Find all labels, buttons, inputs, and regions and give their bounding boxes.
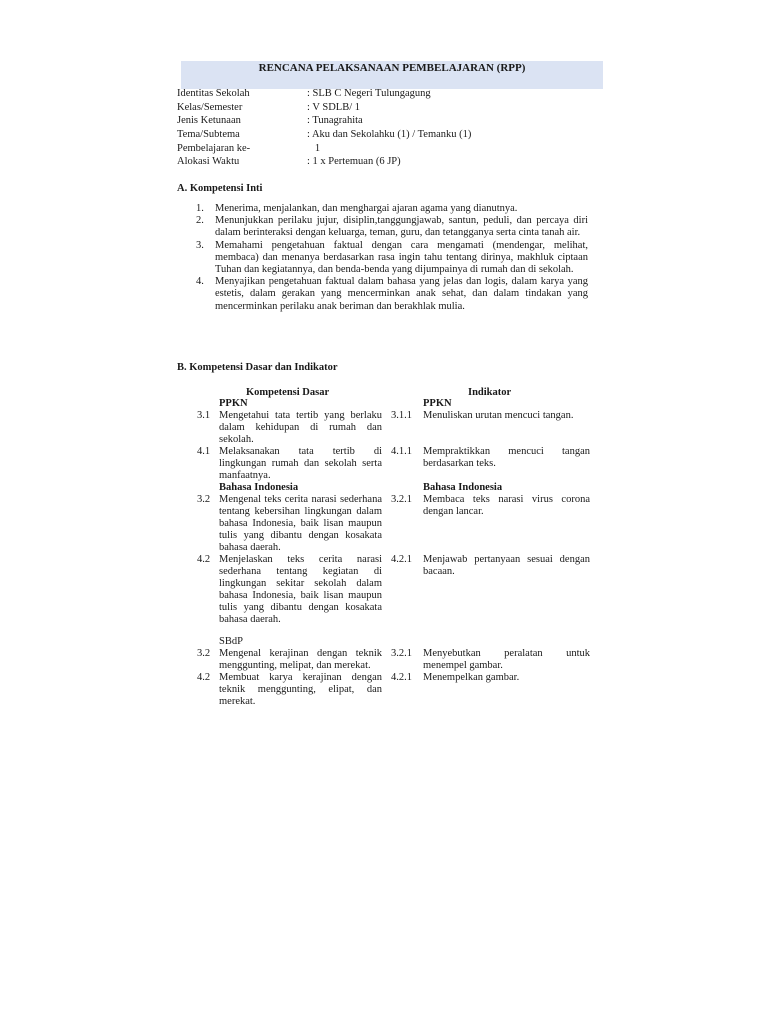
kd-number: 4.2 [197, 554, 211, 565]
list-item [196, 203, 588, 215]
indikator-text: Menuliskan urutan mencuci tangan. [423, 410, 574, 421]
list-item [196, 276, 588, 313]
kd-number: 3.2 [197, 494, 211, 505]
kd-text: Mengenal teks cerita narasi sederhana tentang kebersihan lingkungan dalam bahasa Indonesia, baik lisan maupun tulis yang dibantu dengan kosakata bahasa daerah. [219, 494, 382, 553]
list-item-number: 2. [196, 215, 204, 227]
kd-text: Membuat karya kerajinan dengan teknik menggunting, elipat, dan merekat. [219, 672, 382, 707]
kd-number: 3.2 [197, 648, 211, 659]
identity-value: : V SDLB/ 1 [307, 101, 361, 113]
kd-text: Mengenal kerajinan dengan teknik menggunting, melipat, dan merekat. [219, 648, 382, 671]
kd-text: Melaksanakan tata tertib di lingkungan rumah dan sekolah serta manfaatnya. [219, 446, 382, 481]
identity-label: Kelas/Semester [177, 101, 243, 113]
kd-subject-heading: SBdP [219, 636, 243, 647]
indikator-text: Mempraktikkan mencuci tangan berdasarkan teks. [423, 446, 590, 469]
kd-subject-heading: PPKN [219, 398, 248, 409]
kd-number: 3.1 [197, 410, 211, 421]
indikator-text: Membaca teks narasi virus corona dengan lancar. [423, 494, 590, 517]
indikator-number: 4.1.1 [391, 446, 412, 457]
section-a-heading: A. Kompetensi Inti [177, 183, 263, 194]
indikator-text: Menyebutkan peralatan untuk menempel gambar. [423, 648, 590, 671]
section-b-heading: B. Kompetensi Dasar dan Indikator [177, 362, 338, 373]
kd-text: Mengetahui tata tertib yang berlaku dalam kehidupan di rumah dan sekolah. [219, 410, 382, 445]
identity-label: Identitas Sekolah [177, 88, 250, 99]
indikator-text: Menempelkan gambar. [423, 672, 520, 683]
indikator-number: 4.2.1 [391, 554, 412, 565]
list-item-text: Memahami pengetahuan faktual dengan cara mengamati (mendengar, melihat, membaca) dan menanya berdasarkan rasa ingin tahu tentang dirinya, makhluk ciptaan Tuhan dan kegiatannya, dan benda-benda yang dijumpainya di rumah dan di sekolah. [215, 239, 588, 276]
indikator-subject-heading: PPKN [423, 398, 452, 409]
identity-label: Jenis Ketunaan [177, 115, 241, 127]
list-item-text: Menunjukkan perilaku jujur, disiplin,tanggungjawab, santun, peduli, dan percaya diri dalam berinteraksi dengan keluarga, teman, guru, dan tetangganya serta cinta tanah air. [215, 215, 588, 239]
identity-label: Pembelajaran ke- [177, 142, 251, 154]
list-item [196, 240, 588, 277]
kompetensi-inti-list [196, 203, 588, 313]
identity-label: Alokasi Waktu [177, 156, 240, 168]
identity-value: : SLB C Negeri Tulungagung [307, 88, 431, 99]
identity-value: : 1 x Pertemuan (6 JP) [307, 156, 401, 168]
list-item-number: 3. [196, 239, 204, 251]
identity-value: 1 [307, 142, 321, 154]
kd-number: 4.2 [197, 672, 211, 683]
list-item-text: Menyajikan pengetahuan faktual dalam bahasa yang jelas dan logis, dalam karya yang estetis, dalam gerakan yang mencerminkan anak sehat, dan dalam tindakan yang mencerminkan perilaku anak beriman dan berakhlak mulia. [215, 276, 588, 312]
indikator-column-header: Indikator [468, 387, 512, 398]
kd-text: Menjelaskan teks cerita narasi sederhana tentang kegiatan di lingkungan sekitar sekolah dalam bahasa Indonesia, baik lisan maupun tulis yang dibantu dengan kosakata bahasa daerah. [219, 554, 382, 625]
kd-column-header: Kompetensi Dasar [246, 387, 330, 398]
kd-number: 4.1 [197, 446, 211, 457]
list-item-number: 4. [196, 276, 204, 288]
indikator-number: 3.2.1 [391, 494, 412, 505]
indikator-number: 3.2.1 [391, 648, 412, 659]
identity-value: : Aku dan Sekolahku (1) / Temanku (1) [307, 129, 472, 141]
document-title: RENCANA PELAKSANAAN PEMBELAJARAN (RPP) [258, 62, 526, 74]
identity-label: Tema/Subtema [177, 129, 240, 141]
indikator-number: 3.1.1 [391, 410, 412, 421]
list-item [196, 215, 588, 239]
indikator-text: Menjawab pertanyaan sesuai dengan bacaan. [423, 554, 590, 577]
list-item-text: Menerima, menjalankan, dan menghargai ajaran agama yang dianutnya. [215, 203, 518, 214]
list-item-number: 1. [196, 203, 204, 214]
kd-subject-heading: Bahasa Indonesia [219, 482, 299, 493]
indikator-subject-heading: Bahasa Indonesia [423, 482, 503, 493]
indikator-number: 4.2.1 [391, 672, 412, 683]
identity-value: : Tunagrahita [307, 115, 363, 127]
